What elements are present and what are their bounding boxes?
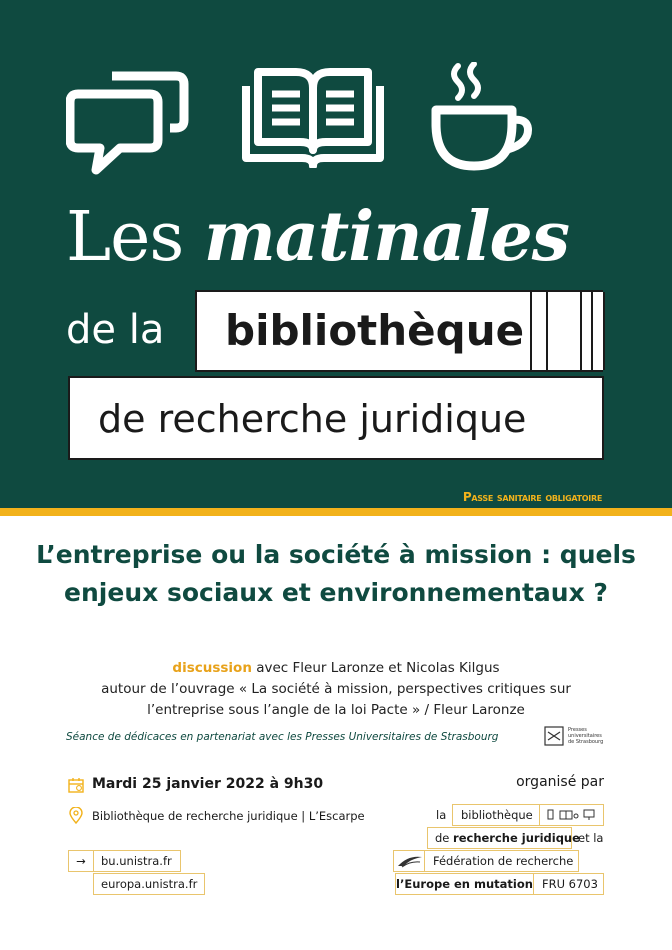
organizer-recherche-juridique-label: recherche juridique xyxy=(453,831,580,845)
event-title: L’entreprise ou la société à mission : quels enjeux sociaux et environnementaux ? xyxy=(36,540,636,607)
location-pin-icon xyxy=(69,807,83,824)
federation-swoosh-icon xyxy=(394,851,424,871)
event-date: Mardi 25 janvier 2022 à 9h30 xyxy=(92,776,324,792)
spine-line xyxy=(530,292,532,370)
book-reference-line1: autour de l’ouvrage « La société à mission, perspectives critiques sur xyxy=(101,681,571,697)
organizer-fru-code: FRU 6703 xyxy=(533,873,604,895)
book-reference-line2: l’entreprise sous l’angle de la loi Pacte » / Fleur Laronze xyxy=(147,702,525,718)
organizers-label: organisé par xyxy=(516,774,604,790)
link-europa-unistra[interactable]: europa.unistra.fr xyxy=(93,873,205,895)
link-bu-unistra[interactable]: bu.unistra.fr xyxy=(93,850,181,872)
speech-bubbles-icon xyxy=(66,68,196,180)
federation-logo xyxy=(393,850,425,872)
spine-line xyxy=(591,292,593,370)
spine-line xyxy=(580,292,582,370)
arrow-icon: → xyxy=(68,850,94,872)
event-description xyxy=(36,658,636,721)
discussion-speakers: avec Fleur Laronze et Nicolas Kilgus xyxy=(251,660,500,676)
book-spine-recherche-juridique xyxy=(68,376,604,460)
title-les: Les xyxy=(66,198,184,277)
event-venue: Bibliothèque de recherche juridique | L’Escarpe xyxy=(92,809,365,823)
calendar-icon xyxy=(68,777,84,793)
health-pass-notice xyxy=(463,490,602,504)
organizer-federation: Fédération de recherche xyxy=(424,850,579,872)
book-spine-bibliotheque xyxy=(195,290,603,372)
publisher-logo-text: Presses universitaires de Strasbourg xyxy=(568,727,604,745)
book-spine-recherche-juridique-label: de recherche juridique xyxy=(98,397,527,441)
signing-session: Séance de dédicaces en partenariat avec les Presses Universitaires de Strasbourg xyxy=(66,731,499,743)
bu-logo xyxy=(539,804,604,826)
discussion-line xyxy=(36,658,636,679)
coffee-cup-icon xyxy=(430,62,536,174)
spine-line xyxy=(546,292,548,370)
spine-line xyxy=(603,292,605,370)
organizer-word-et-la: et la xyxy=(578,831,604,845)
organizer-bibliotheque: bibliothèque xyxy=(452,804,540,826)
divider-bar xyxy=(0,508,672,516)
book-spine-bibliotheque-label: bibliothèque xyxy=(225,306,525,355)
organizer-recherche-juridique xyxy=(427,827,580,849)
discussion-keyword: discussion xyxy=(172,660,252,676)
publisher-logo-icon xyxy=(544,726,564,746)
title-de-la: de la xyxy=(66,307,165,353)
organizer-word-la: la xyxy=(436,808,447,822)
health-pass-notice-text: Passe sanitaire obligatoire xyxy=(462,490,602,504)
main-title xyxy=(66,196,569,279)
organizer-word-de: de xyxy=(435,831,450,845)
open-book-icon xyxy=(240,64,386,168)
publisher-logo xyxy=(544,725,604,749)
bu-logo-icons xyxy=(540,805,604,825)
organizer-europe-mutation: l’Europe en mutation xyxy=(395,873,534,895)
title-matinales: matinales xyxy=(203,197,570,277)
